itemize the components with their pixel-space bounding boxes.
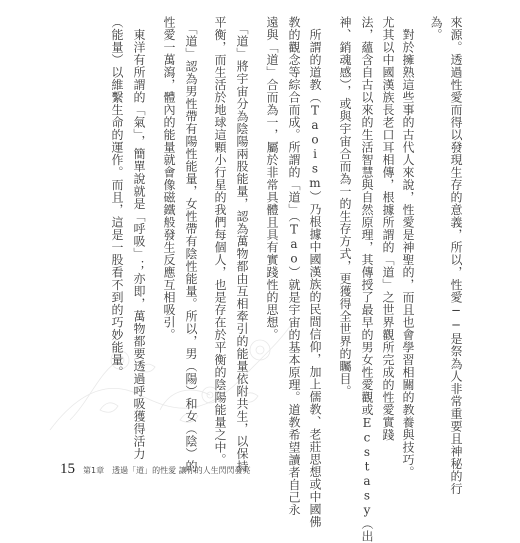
page-footer (60, 461, 251, 477)
text-column: 來源。透過性愛而得以發現生存的意義，所以，性愛──是祭為人非常重要且神秘的行 (449, 16, 463, 495)
text-column: 教的觀念等綜合而成。所謂的「道」（Tao）就是宇宙的基本原理。道教希望讀者自己永 (287, 16, 301, 516)
chapter-label: 第1章 (83, 466, 105, 475)
running-title: 透過「道」的性愛 讓你的人生閃閃發亮 (112, 466, 251, 475)
text-column: 遠與「道」合而為一，屬於非常具體且具有實踐性的思想。 (265, 16, 279, 341)
text-column: 「道」認為男性帶有陽性能量，女性帶有陰性能量。所以，男（陽）和女（陰）的 (184, 16, 198, 473)
text-column: 法，蘊含自古以來的生活智慧與自然原理，其傳授了最早的男女性愛觀或Ecstasy（出 (360, 16, 374, 543)
text-column: 所謂的道教（Taoism）乃根據中國漢族的民間信仰，加上儒教、老莊思想或中國佛 (308, 16, 322, 528)
text-column: 性愛一萬瀉，體內的能量就會像磁鐵般發生反應互相吸引。 (162, 16, 176, 341)
text-column: 神、銷魂感），或與宇宙合而為一的生存方式，更獲得全世界的矚目。 (338, 16, 352, 398)
page-number: 15 (60, 461, 75, 477)
text-column: 「道」將宇宙分為陰陽兩股能量，認為萬物都由互相牽引的能量依附共生，以保持 (235, 16, 249, 473)
text-column: 對於擁熟這些事的古代人來說，性愛是神聖的，而且也會學習相關的教養與技巧。 (401, 16, 415, 479)
text-column: 東洋有所謂的「氣」，簡單說就是「呼吸」；亦即，萬物都要透過呼吸獲得活力 (132, 16, 146, 460)
text-column: 尤其以中國漢族長老口耳相傳，根據所謂的「道」之世界觀所完成的性愛實踐 (381, 16, 395, 441)
text-column: 平衡，而生活於地球這顆小行星的我們每個人，也是存在於平衡的陰陽能量之中。 (213, 16, 227, 466)
text-column: （能量）以維繫生命的運作。而且，這是一股看不到的巧妙能量。 (110, 16, 124, 379)
text-column: 為。 (429, 16, 443, 41)
